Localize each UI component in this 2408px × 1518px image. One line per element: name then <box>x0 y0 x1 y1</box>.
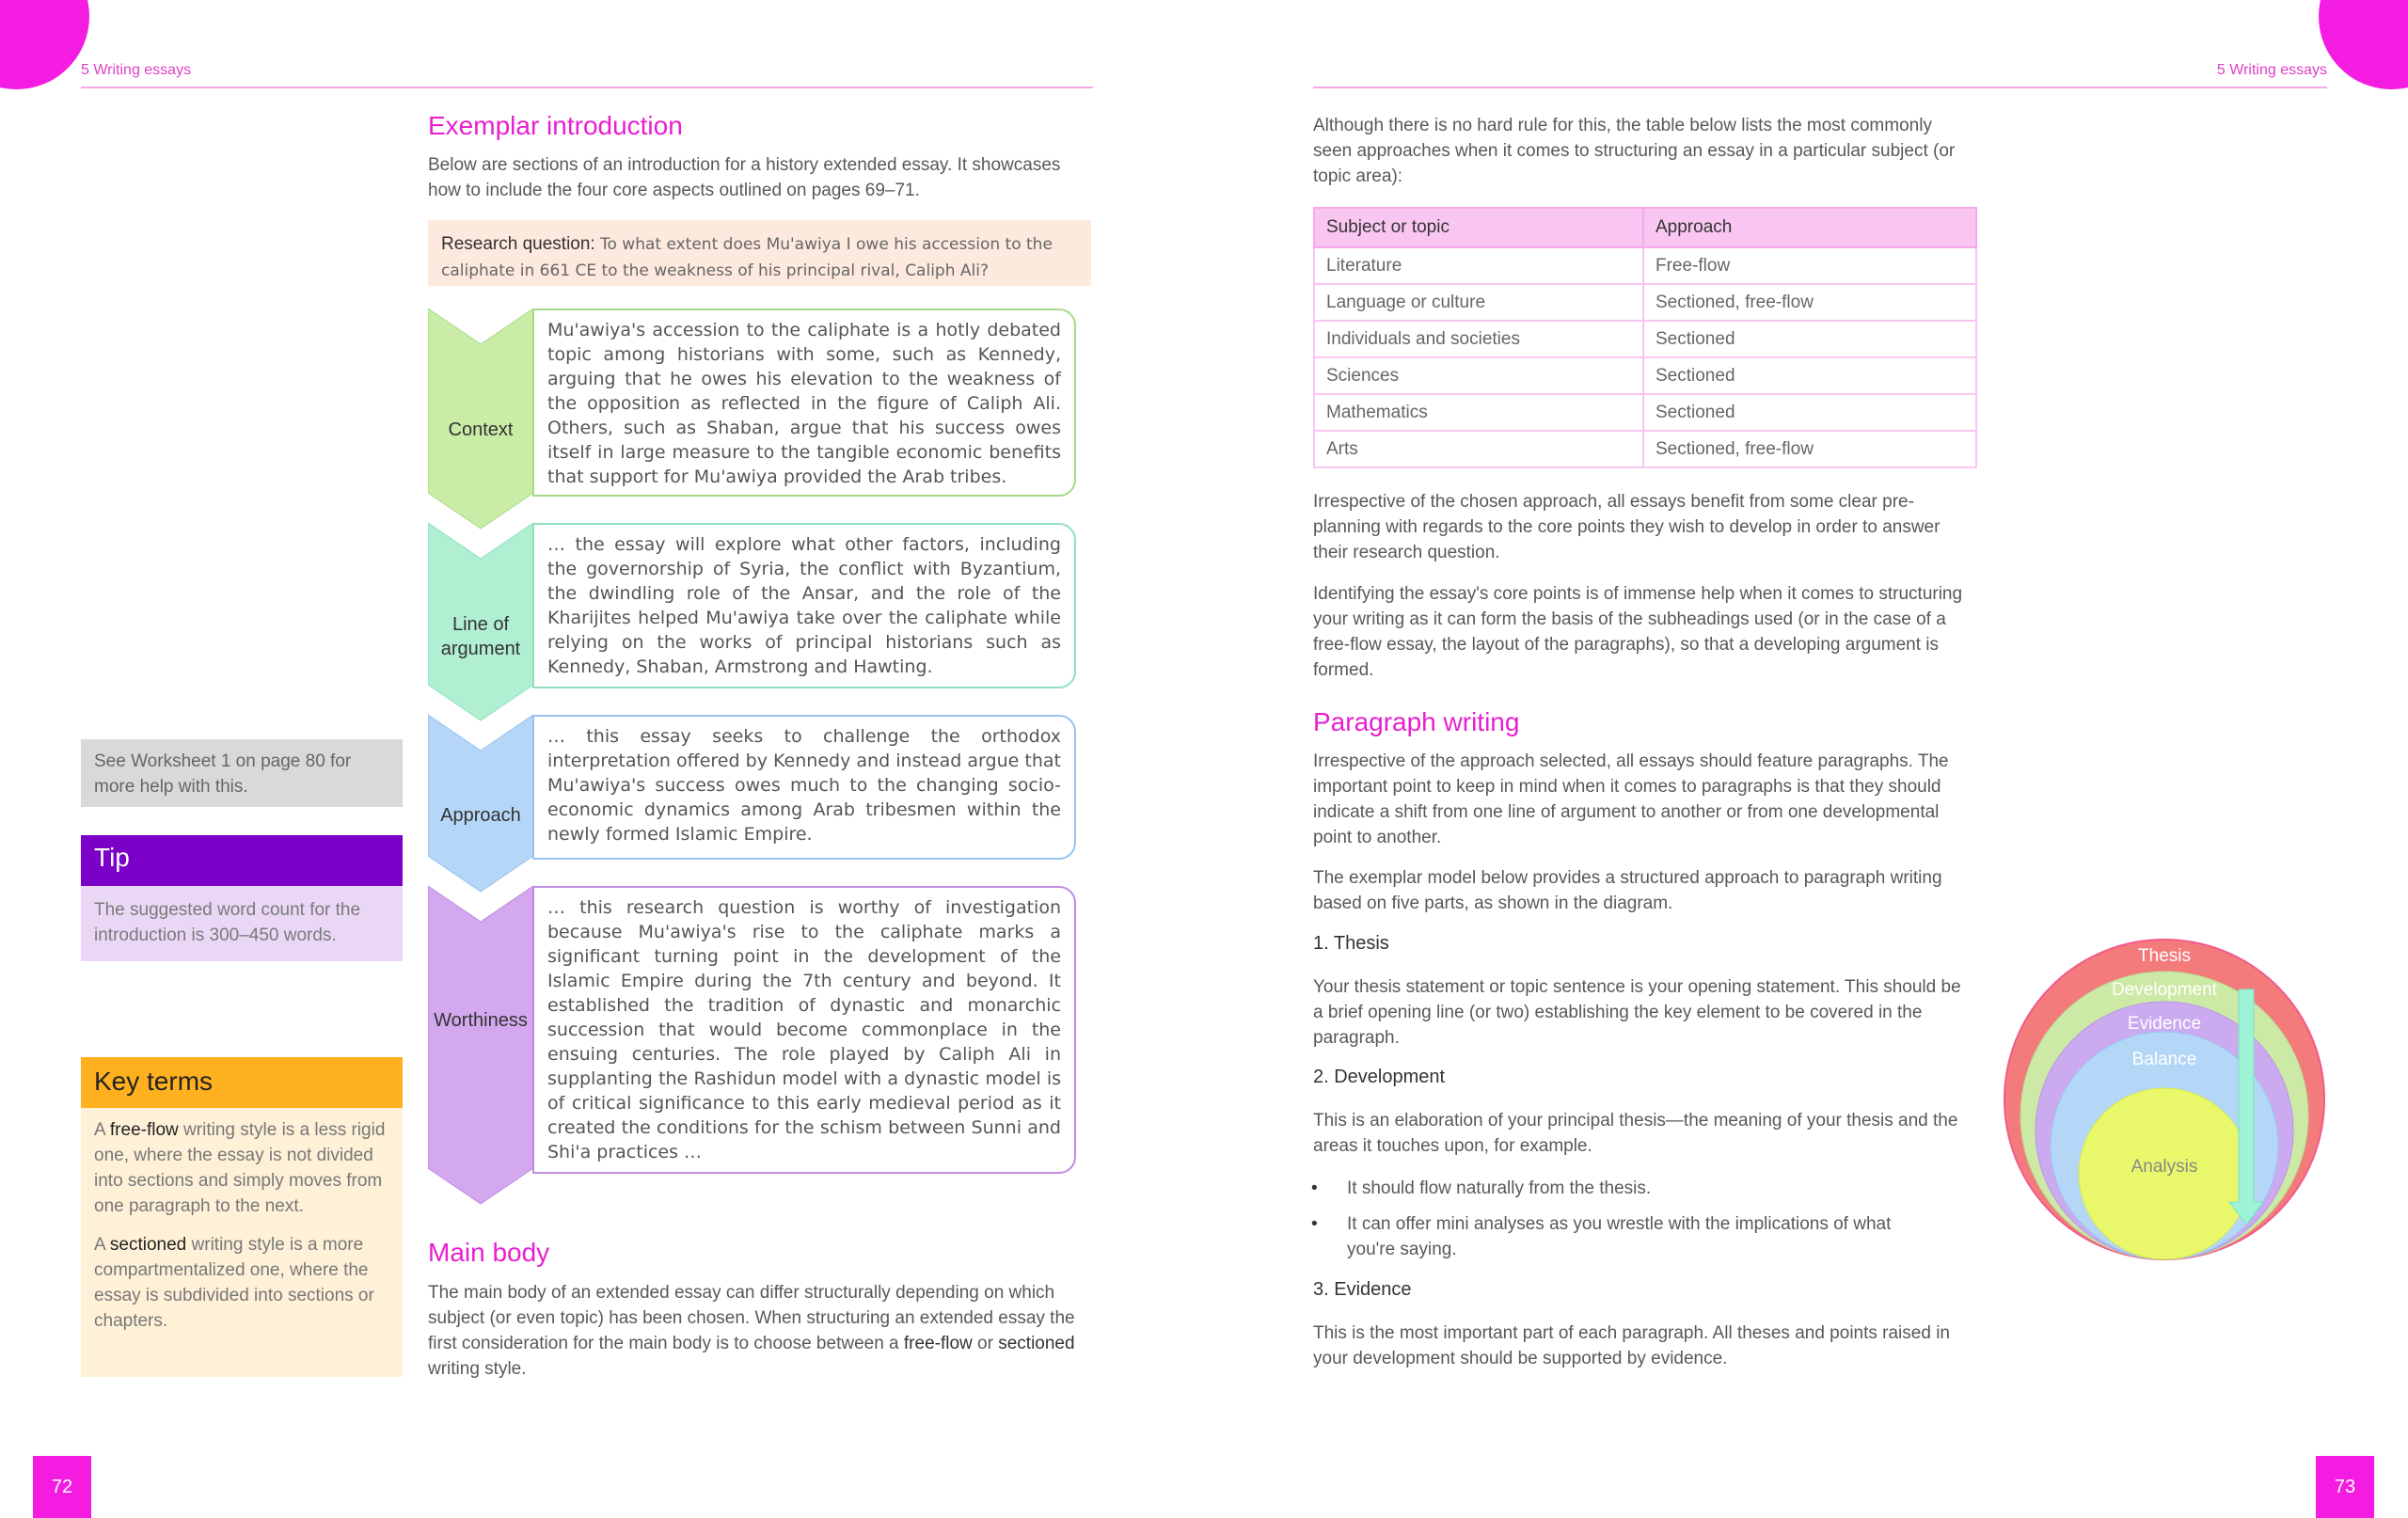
table-header-row <box>1314 208 1976 247</box>
table-cell: Language or culture <box>1314 284 1643 321</box>
table-row <box>1314 321 1976 357</box>
table-row <box>1314 247 1976 284</box>
paragraph-model-diagram <box>2002 937 2327 1262</box>
diagram-label-development: Development <box>2112 980 2217 1000</box>
key-term-free-flow: A free-flow writing style is a less rigid one, where the essay is not divided into sections and simply moves from one paragraph to the next. <box>94 1120 386 1216</box>
core-points-paragraph: Identifying the essay's core points is of immense help when it comes to structuring your writing as it can form the basis of the subheadings used (or in the case of a free-flow essay, the layout of the paragraphs), so that a developing argument is formed. <box>1313 584 1963 680</box>
subject-approach-table <box>1313 207 1977 468</box>
table-header-approach: Approach <box>1643 208 1976 247</box>
exemplar-intro: Below are sections of an introduction for a history extended essay. It showcases how to include the four core aspects outlined on pages 69–71. <box>428 155 1061 200</box>
table-cell: Sectioned, free-flow <box>1643 284 1976 321</box>
key-terms-body <box>81 1108 403 1377</box>
worthiness-label: Worthiness <box>434 1010 528 1031</box>
table-cell: Sectioned <box>1643 357 1976 394</box>
table-cell: Free-flow <box>1643 247 1976 284</box>
research-question-label: Research question: <box>441 234 595 254</box>
table-cell: Individuals and societies <box>1314 321 1643 357</box>
item-thesis-text: Your thesis statement or topic sentence is your opening statement. This should be a brief opening line (or two) establishing the key element to be covered in the paragraph. <box>1313 977 1961 1048</box>
research-question-box <box>428 220 1091 286</box>
diagram-label-evidence: Evidence <box>2127 1014 2202 1034</box>
diagram-label-balance: Balance <box>2131 1050 2197 1069</box>
term-free-flow: free-flow <box>903 1334 973 1353</box>
diagram-label-thesis: Thesis <box>2138 946 2191 966</box>
item-evidence-text: This is the most important part of each paragraph. All theses and points raised in your development should be supported by evidence. <box>1313 1323 1950 1368</box>
table-cell: Sciences <box>1314 357 1643 394</box>
line-of-argument-label: Line of argument <box>440 614 521 659</box>
context-text: Mu'awiya's accession to the caliphate is a hotly debated topic among historians with some, such as Kennedy, arguing that he owes his elevation to the weakness of the opposition as reflected in the figure of Caliph Ali. Others, such as Shaban, argue that his success owes itself in large measure to the tangible economic benefits that support for Mu'awiya provided the Arab tribes. <box>532 308 1076 497</box>
key-terms-heading: Key terms <box>81 1057 403 1108</box>
paragraph-writing-text-1: Irrespective of the approach selected, all essays should feature paragraphs. The important point to keep in mind when it comes to paragraphs is that they should indicate a shift from one line of argument to another or from one developmental point to another. <box>1313 751 1949 847</box>
line-of-argument-text: … the essay will explore what other factors, including the governorship of Syria, the conflict with Byzantium, the dwindling role of the Ansar, and the role of the Kharijites helped Mu'awiya take over the caliphate while relying on the works of principal historians such as Kennedy, Shaban, Armstrong and Hawting. <box>532 523 1076 688</box>
tip-text: The suggested word count for the introduction is 300–450 words. <box>81 886 403 961</box>
table-intro: Although there is no hard rule for this, the table below lists the most commonly seen approaches when it comes to structuring an essay in a particular subject (or topic area): <box>1313 116 1956 186</box>
table-row <box>1314 357 1976 394</box>
paragraph-writing-text-2: The exemplar model below provides a structured approach to paragraph writing based on five parts, as shown in the diagram. <box>1313 868 1942 913</box>
header-rule-right <box>1313 87 2327 88</box>
item-development-text: This is an elaboration of your principal thesis—the meaning of your thesis and the areas it touches upon, for example. <box>1313 1111 1958 1156</box>
page-number-left: 72 <box>33 1456 91 1518</box>
item-thesis-heading: 1. Thesis <box>1313 933 1389 954</box>
running-head-right: 5 Writing essays <box>2216 62 2327 78</box>
item-development-heading: 2. Development <box>1313 1067 1446 1087</box>
table-cell: Sectioned, free-flow <box>1643 431 1976 467</box>
running-head-left: 5 Writing essays <box>81 62 192 78</box>
bullet-item: • It should flow naturally from the thesis. <box>1311 1178 1652 1198</box>
worthiness-text: … this research question is worthy of investigation because Mu'awiya's rise to the caliphate marks a significant turning point in the development of the Islamic Empire during the 7th century and beyond. It established the tradition of dynastic and monarchic succession that would become commonplace in the ensuing centuries. The role played by Caliph Ali in supplanting the Rashidun model with a dynastic model is of critical significance to this early medieval period as it created the conditions for the schism between Sunni and Shi'a practices … <box>532 886 1076 1174</box>
table-cell: Sectioned <box>1643 394 1976 431</box>
key-term-sectioned: A sectioned writing style is a more compartmentalized one, where the essay is subdivided into sections or chapters. <box>94 1235 374 1331</box>
table-row <box>1314 394 1976 431</box>
approach-text: … this essay seeks to challenge the orthodox interpretation offered by Kennedy and instead argue that Mu'awiya's success owes much to the changing socio-economic dynamics among Arab tribesmen within the newly formed Islamic Empire. <box>532 715 1076 860</box>
item-evidence-heading: 3. Evidence <box>1313 1279 1412 1300</box>
corner-decoration-left <box>0 0 89 89</box>
diagram-label-analysis: Analysis <box>2131 1157 2198 1177</box>
exemplar-heading: Exemplar introduction <box>428 111 683 140</box>
term-sectioned: sectioned <box>998 1334 1075 1353</box>
worksheet-note: See Worksheet 1 on page 80 for more help with this. <box>81 739 403 807</box>
research-question-text: To what extent does Mu'awiya I owe his accession to the caliphate in 661 CE to the weakness of his principal rival, Caliph Ali? <box>441 235 1053 280</box>
table-row <box>1314 284 1976 321</box>
table-cell: Arts <box>1314 431 1643 467</box>
corner-decoration-right <box>2319 0 2408 89</box>
approach-label: Approach <box>440 805 521 826</box>
table-cell: Sectioned <box>1643 321 1976 357</box>
table-header-subject: Subject or topic <box>1314 208 1643 247</box>
bullet-item: • It can offer mini analyses as you wrestle with the implications of what you're saying. <box>1311 1214 1892 1259</box>
pre-planning-paragraph: Irrespective of the chosen approach, all essays benefit from some clear pre-planning with regards to the core points they wish to develop in order to answer their research question. <box>1313 492 1941 562</box>
main-body-text: The main body of an extended essay can differ structurally depending on which subject (or even topic) has been chosen. When structuring an extended essay the first consideration for the main body is to choose between a free-flow or sectioned writing style. <box>428 1283 1075 1379</box>
paragraph-writing-heading: Paragraph writing <box>1313 707 1520 736</box>
page-number-right: 73 <box>2316 1456 2374 1518</box>
table-cell: Mathematics <box>1314 394 1643 431</box>
header-rule-left <box>81 87 1093 88</box>
tip-heading: Tip <box>81 835 403 886</box>
table-cell: Literature <box>1314 247 1643 284</box>
context-label: Context <box>448 419 514 440</box>
main-body-heading: Main body <box>428 1238 550 1267</box>
table-row <box>1314 431 1976 467</box>
